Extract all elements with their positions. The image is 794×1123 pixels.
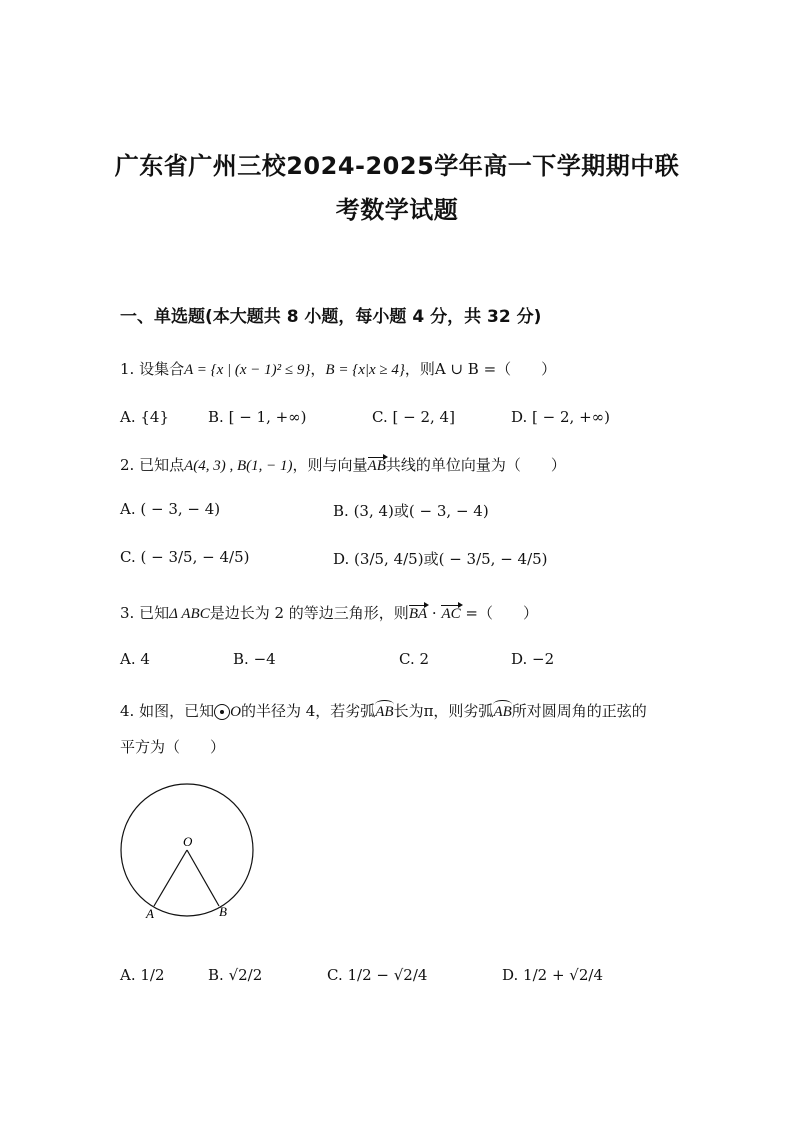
label-a: A xyxy=(146,906,154,921)
question-4-option-b xyxy=(208,966,262,984)
page-title-line1: 广东省广州三校2024-2025学年高一下学期期中联 xyxy=(114,152,680,180)
option-text: 2 xyxy=(419,650,430,668)
question-4-option-c xyxy=(327,966,427,984)
circle-figure xyxy=(110,780,270,930)
option-label: C. xyxy=(372,408,388,426)
question-3-dot: · xyxy=(427,604,442,622)
question-1-option-b xyxy=(208,408,307,426)
option-text: (3/5, 4/5)或( − 3/5, − 4/5) xyxy=(354,550,548,568)
question-1 xyxy=(120,358,556,379)
question-3-vector-ba: BA xyxy=(408,606,428,622)
radius-oa xyxy=(154,850,187,906)
question-1-sep: ， xyxy=(310,360,326,378)
question-2-prefix: 2. 已知点 xyxy=(120,456,185,474)
question-1-set-b: B = {x|x ≥ 4} xyxy=(325,362,405,378)
radius-ob xyxy=(187,850,219,906)
option-label: B. xyxy=(208,408,224,426)
option-label: A. xyxy=(120,408,136,426)
question-1-suffix: ，则A ∪ B =（ ） xyxy=(404,360,557,378)
question-1-set-a: A = {x | (x − 1)² ≤ 9} xyxy=(184,362,311,378)
option-text: 4 xyxy=(140,650,150,668)
question-4-suffix: 所对圆周角的正弦的 xyxy=(511,702,647,720)
question-4-mid1: 的半径为 4，若劣弧 xyxy=(240,702,376,720)
question-4-mid2: 长为π，则劣弧 xyxy=(393,702,494,720)
option-text: −4 xyxy=(253,650,276,668)
question-2 xyxy=(120,454,566,475)
question-4-circle: O xyxy=(230,704,241,720)
option-label: D. xyxy=(511,650,528,668)
question-2-option-a xyxy=(120,500,220,518)
label-o: O xyxy=(183,834,193,849)
question-3 xyxy=(120,602,538,623)
option-text: 1/2 + √2/4 xyxy=(523,966,603,984)
question-3-vector-ac: AC xyxy=(441,606,461,622)
question-2-option-b xyxy=(333,500,489,521)
question-2-vector: AB xyxy=(367,458,386,474)
question-2-points: A(4, 3) , B(1, − 1) xyxy=(184,458,293,474)
question-3-triangle: Δ ABC xyxy=(169,606,210,622)
option-label: D. xyxy=(502,966,519,984)
question-4-line2: 平方为（ ） xyxy=(120,738,226,756)
option-label: C. xyxy=(120,548,136,566)
option-label: A. xyxy=(120,650,136,668)
option-label: B. xyxy=(233,650,249,668)
question-1-option-c xyxy=(372,408,455,426)
option-text: [ − 2, 4] xyxy=(392,408,455,426)
question-1-option-d xyxy=(511,408,610,426)
option-text: −2 xyxy=(532,650,555,668)
question-3-prefix: 3. 已知 xyxy=(120,604,170,622)
question-2-option-c xyxy=(120,548,249,566)
option-text: [ − 1, +∞) xyxy=(228,408,307,426)
option-label: B. xyxy=(333,502,349,520)
option-text: ( − 3/5, − 4/5) xyxy=(140,548,250,566)
question-4-arc1: AB xyxy=(375,704,394,720)
question-1-option-a xyxy=(120,408,169,426)
question-3-option-d xyxy=(511,650,554,668)
question-3-suffix: =（ ） xyxy=(460,604,538,622)
question-2-option-d xyxy=(333,548,548,569)
option-text: (3, 4)或( − 3, − 4) xyxy=(353,502,489,520)
option-text: [ − 2, +∞) xyxy=(532,408,610,426)
circle-symbol-icon xyxy=(214,704,230,720)
option-label: C. xyxy=(399,650,415,668)
option-text: {4} xyxy=(140,408,170,426)
question-4-option-a xyxy=(120,966,165,984)
question-3-option-b xyxy=(233,650,276,668)
question-4-arc2: AB xyxy=(493,704,512,720)
question-3-option-a xyxy=(120,650,150,668)
label-b: B xyxy=(219,904,227,919)
question-3-mid: 是边长为 2 的等边三角形，则 xyxy=(209,604,409,622)
question-1-prefix: 1. 设集合 xyxy=(120,360,185,378)
option-label: B. xyxy=(208,966,224,984)
option-label: D. xyxy=(333,550,350,568)
section-heading: 一、单选题(本大题共 8 小题，每小题 4 分，共 32 分) xyxy=(120,307,542,327)
option-text: 1/2 xyxy=(140,966,165,984)
option-label: C. xyxy=(327,966,343,984)
option-text: ( − 3, − 4) xyxy=(140,500,221,518)
option-label: A. xyxy=(120,966,136,984)
question-4-option-d xyxy=(502,966,603,984)
question-2-suffix: 共线的单位向量为（ ） xyxy=(385,456,566,474)
option-text: 1/2 − √2/4 xyxy=(347,966,428,984)
question-4 xyxy=(120,700,647,721)
page-title-line2: 考数学试题 xyxy=(335,196,459,224)
question-3-option-c xyxy=(399,650,429,668)
option-text: √2/2 xyxy=(228,966,263,984)
option-label: D. xyxy=(511,408,528,426)
question-2-mid: ，则与向量 xyxy=(292,456,368,474)
option-label: A. xyxy=(120,500,136,518)
question-4-prefix: 4. 如图，已知 xyxy=(120,702,215,720)
